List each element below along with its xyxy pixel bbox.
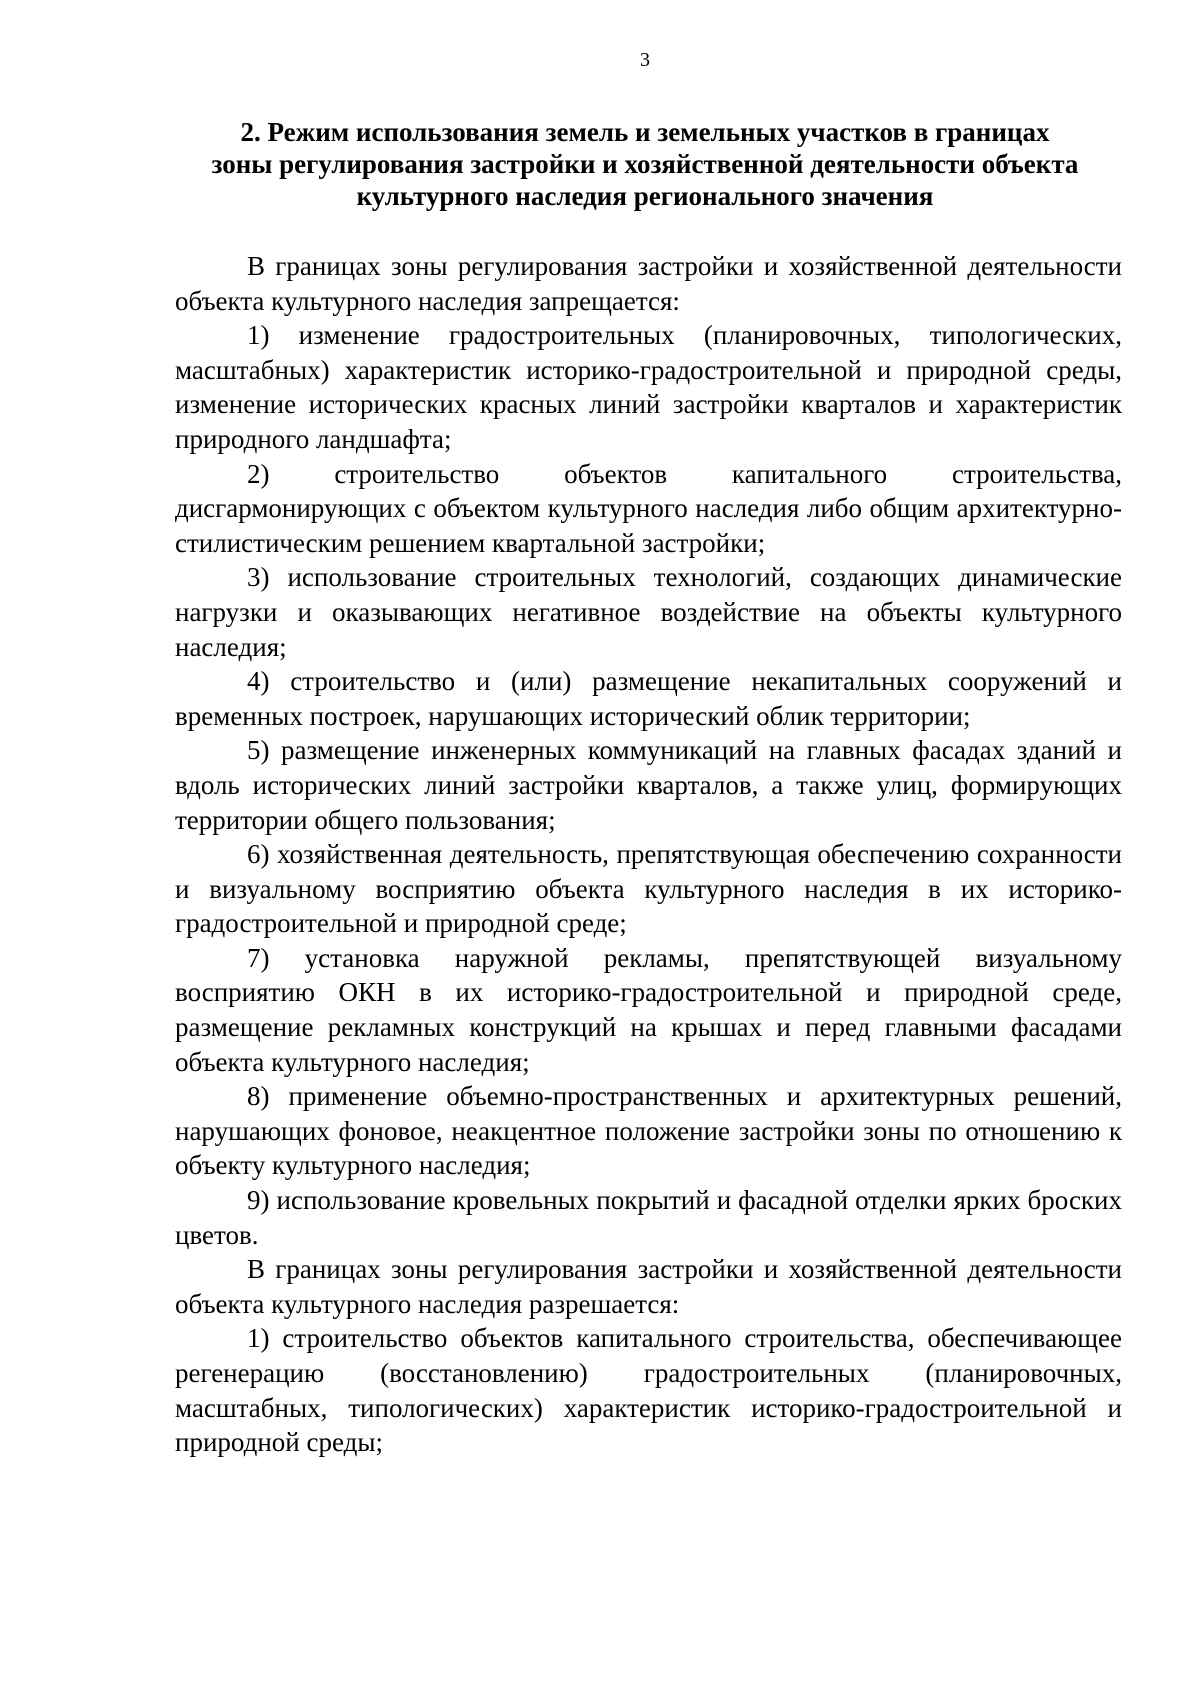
prohibited-item-7: 7) установка наружной рекламы, препятствующей визуальному восприятию ОКН в их историко-градостроительной и природной среде, размещение рекламных конструкций на крышах и перед главными фасадами объекта культурного наследия;	[175, 942, 1122, 1077]
prohibited-item-2: 2) строительство объектов капитального строительства, дисгармонирующих с объектом культурного наследия либо общим архитектурно-стилистическим решением квартальной застройки;	[175, 458, 1122, 558]
prohibited-intro-paragraph: В границах зоны регулирования застройки и хозяйственной деятельности объекта культурного наследия запрещается:	[175, 251, 1122, 316]
permitted-intro-paragraph: В границах зоны регулирования застройки и хозяйственной деятельности объекта культурного наследия разрешается:	[175, 1254, 1122, 1319]
section-heading-line: культурного наследия регионального значения	[356, 181, 934, 211]
prohibited-item-3: 3) использование строительных технологий, создающих динамические нагрузки и оказывающих негативное воздействие на объекты культурного наследия;	[175, 562, 1122, 662]
document-body	[175, 249, 1122, 1460]
prohibited-item-8: 8) применение объемно-пространственных и архитектурных решений, нарушающих фоновое, неакцентное положение застройки зоны по отношению к объекту культурного наследия;	[175, 1081, 1122, 1181]
permitted-item-1: 1) строительство объектов капитального строительства, обеспечивающее регенерацию (восстановлению) градостроительных (планировочных, масштабных, типологических) характеристик историко-градостроительной и природной среды;	[175, 1323, 1122, 1458]
prohibited-item-4: 4) строительство и (или) размещение некапитальных сооружений и временных построек, нарушающих исторический облик территории;	[175, 666, 1122, 731]
prohibited-item-9: 9) использование кровельных покрытий и фасадной отделки ярких броских цветов.	[175, 1185, 1122, 1250]
prohibited-item-6: 6) хозяйственная деятельность, препятствующая обеспечению сохранности и визуальному восприятию объекта культурного наследия в их историко-градостроительной и природной среде;	[175, 839, 1122, 939]
section-heading-line: зоны регулирования застройки и хозяйственной деятельности объекта	[211, 149, 1079, 179]
prohibited-item-5: 5) размещение инженерных коммуникаций на главных фасадах зданий и вдоль исторических линий застройки кварталов, а также улиц, формирующих территории общего пользования;	[175, 735, 1122, 835]
prohibited-item-1: 1) изменение градостроительных (планировочных, типологических, масштабных) характеристик историко-градостроительной и природной среды, изменение исторических красных линий застройки кварталов и характеристик природного ландшафта;	[175, 320, 1122, 454]
section-heading-line: 2. Режим использования земель и земельных участков в границах	[240, 117, 1050, 147]
page-number: 3	[640, 49, 650, 71]
section-heading	[175, 116, 1115, 212]
